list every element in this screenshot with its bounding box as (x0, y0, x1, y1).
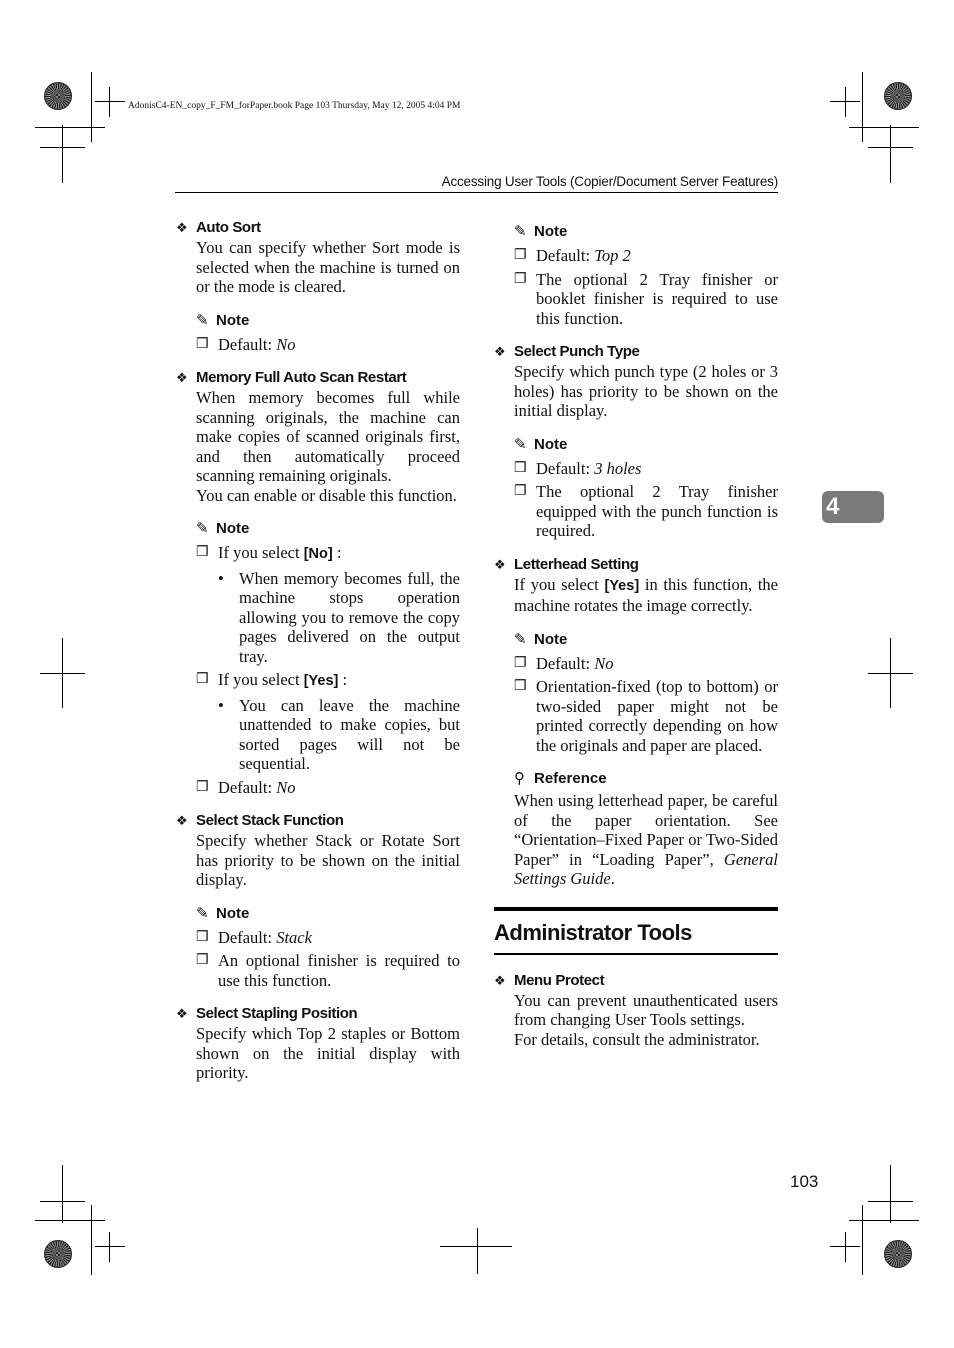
bullet-dot-icon: • (218, 568, 224, 588)
item-auto-sort (176, 218, 460, 354)
note-label: Note (216, 520, 250, 537)
checkbox-icon: ❒ (196, 545, 209, 560)
reference-label: Reference (534, 770, 607, 787)
item-body: You can prevent unauthenticated users from changing User Tools settings. (514, 990, 778, 1029)
note-entry: ❒ An optional finisher is required to use this function. (196, 951, 460, 990)
bullet-dot-icon: • (218, 695, 224, 715)
item-title: Select Stack Function (196, 812, 344, 829)
page-number: 103 (790, 1172, 819, 1191)
note-label: Note (534, 630, 568, 648)
item-body: You can specify whether Sort mode is selected when the machine is turned on or the mode is cleared. (196, 238, 460, 296)
default-value: No (594, 653, 614, 673)
checkbox-icon: ❒ (514, 248, 527, 263)
stapling-note-block (494, 222, 778, 328)
note-label: Note (534, 223, 568, 240)
item-title: Select Punch Type (514, 343, 640, 360)
checkbox-icon: ❒ (514, 655, 527, 671)
registration-rosette-icon (884, 82, 912, 110)
default-value: Top 2 (594, 246, 631, 265)
section-rule (494, 907, 778, 911)
pencil-note-icon: ✎ (514, 630, 527, 648)
checkbox-icon: ❒ (514, 271, 527, 287)
item-title: Memory Full Auto Scan Restart (196, 369, 407, 386)
pencil-note-icon: ✎ (196, 904, 209, 922)
item-title: Auto Sort (196, 219, 261, 236)
item-title: Menu Protect (514, 971, 605, 989)
key-yes: [Yes] (303, 673, 339, 689)
item-body-2: You can enable or disable this function. (196, 485, 457, 505)
key-no: [No] (303, 546, 333, 562)
bullet-entry: • You can leave the machine unattended to make copies, but sorted pages will not be sequential. (218, 695, 460, 773)
right-column (494, 218, 778, 1063)
key-yes: [Yes] (604, 577, 640, 594)
note-entry: ❒ If you select [No] : (196, 543, 460, 565)
checkbox-icon: ❒ (196, 953, 209, 968)
checkbox-icon: ❒ (196, 672, 209, 687)
reference-link-title: General Settings Guide (514, 849, 778, 888)
reference-text: When using letterhead paper, be careful of the paper orientation. See “Orientation–Fixed Paper or Two-Sided Paper” in “Loading Paper”, General Settings Guide. (514, 791, 778, 888)
note-entry: ❒ Orientation-fixed (top to bottom) or two-sided paper might not be printed correctly depending on how the originals and paper are placed. (514, 677, 778, 755)
running-header: Accessing User Tools (Copier/Document Server Features) (441, 174, 778, 189)
item-body: Specify which Top 2 staples or Bottom shown on the initial display with priority. (196, 1024, 460, 1082)
item-title: Select Stapling Position (196, 1005, 358, 1022)
checkbox-icon: ❒ (196, 779, 209, 795)
diamond-bullet-icon: ❖ (176, 370, 188, 385)
note-entry: ❒ The optional 2 Tray finisher equipped with the punch function is required. (514, 482, 778, 540)
item-letterhead-setting (494, 555, 778, 889)
chapter-tab: 4 (822, 491, 884, 523)
diamond-bullet-icon: ❖ (494, 972, 506, 988)
note-label: Note (216, 904, 250, 922)
diamond-bullet-icon: ❖ (494, 344, 506, 359)
pencil-note-icon: ✎ (196, 311, 209, 329)
checkbox-icon: ❒ (196, 929, 209, 945)
item-body: When memory becomes full while scanning originals, the machine can make copies of scanned originals first, and then automatically proceed scanning remaining originals. (196, 388, 460, 485)
item-memory-full-auto-scan-restart (176, 368, 460, 797)
diamond-bullet-icon: ❖ (176, 1006, 188, 1021)
header-rule (175, 192, 778, 193)
default-value: Stack (276, 927, 312, 947)
registration-rosette-icon (44, 82, 72, 110)
section-administrator-tools (494, 907, 778, 1050)
item-body: Specify whether Stack or Rotate Sort has priority to be shown on the initial display. (196, 831, 460, 889)
note-entry: ❒ Default: Top 2 (514, 246, 631, 265)
section-rule (494, 953, 778, 955)
note-entry: ❒ Default: Stack (196, 927, 312, 947)
diamond-bullet-icon: ❖ (176, 220, 188, 235)
left-column (176, 218, 460, 1097)
checkbox-icon: ❒ (514, 679, 527, 694)
note-label: Note (534, 435, 568, 453)
note-entry: ❒ Default: No (196, 334, 296, 354)
pencil-note-icon: ✎ (196, 520, 209, 537)
default-value: No (276, 777, 296, 797)
default-value: No (276, 334, 296, 354)
diamond-bullet-icon: ❖ (176, 813, 188, 828)
pencil-note-icon: ✎ (514, 223, 527, 240)
default-value: 3 holes (594, 458, 642, 478)
item-body-2: For details, consult the administrator. (514, 1029, 760, 1049)
pencil-note-icon: ✎ (514, 435, 527, 453)
item-select-stack-function (176, 811, 460, 990)
item-body: Specify which punch type (2 holes or 3 holes) has priority to be shown on the initial display. (514, 362, 778, 420)
checkbox-icon: ❒ (514, 484, 527, 499)
magnifier-reference-icon: ⚲ (514, 770, 525, 787)
item-select-punch-type (494, 342, 778, 541)
section-title: Administrator Tools (494, 919, 692, 945)
note-entry: ❒ Default: 3 holes (514, 458, 642, 478)
checkbox-icon: ❒ (514, 460, 527, 476)
item-select-stapling-position (176, 1004, 460, 1083)
item-menu-protect (494, 971, 778, 1050)
note-entry: ❒ Default: No (196, 777, 296, 797)
bullet-entry: • When memory becomes full, the machine stops operation allowing you to remove the copy pages delivered on the output tray. (218, 568, 460, 666)
item-body: If you select [Yes] in this function, the machine rotates the image correctly. (514, 574, 778, 615)
note-entry: ❒ Default: No (514, 653, 614, 673)
checkbox-icon: ❒ (196, 336, 209, 352)
note-label: Note (216, 311, 250, 329)
note-entry: ❒ The optional 2 Tray finisher or booklet finisher is required to use this function. (514, 269, 778, 328)
registration-rosette-icon (44, 1240, 72, 1268)
note-entry: ❒ If you select [Yes] : (196, 670, 460, 692)
diamond-bullet-icon: ❖ (494, 556, 506, 572)
registration-rosette-icon (884, 1240, 912, 1268)
print-info-line: AdonisC4-EN_copy_F_FM_forPaper.book Page 103 Thursday, May 12, 2005 4:04 PM (128, 101, 461, 111)
item-title: Letterhead Setting (514, 555, 639, 573)
